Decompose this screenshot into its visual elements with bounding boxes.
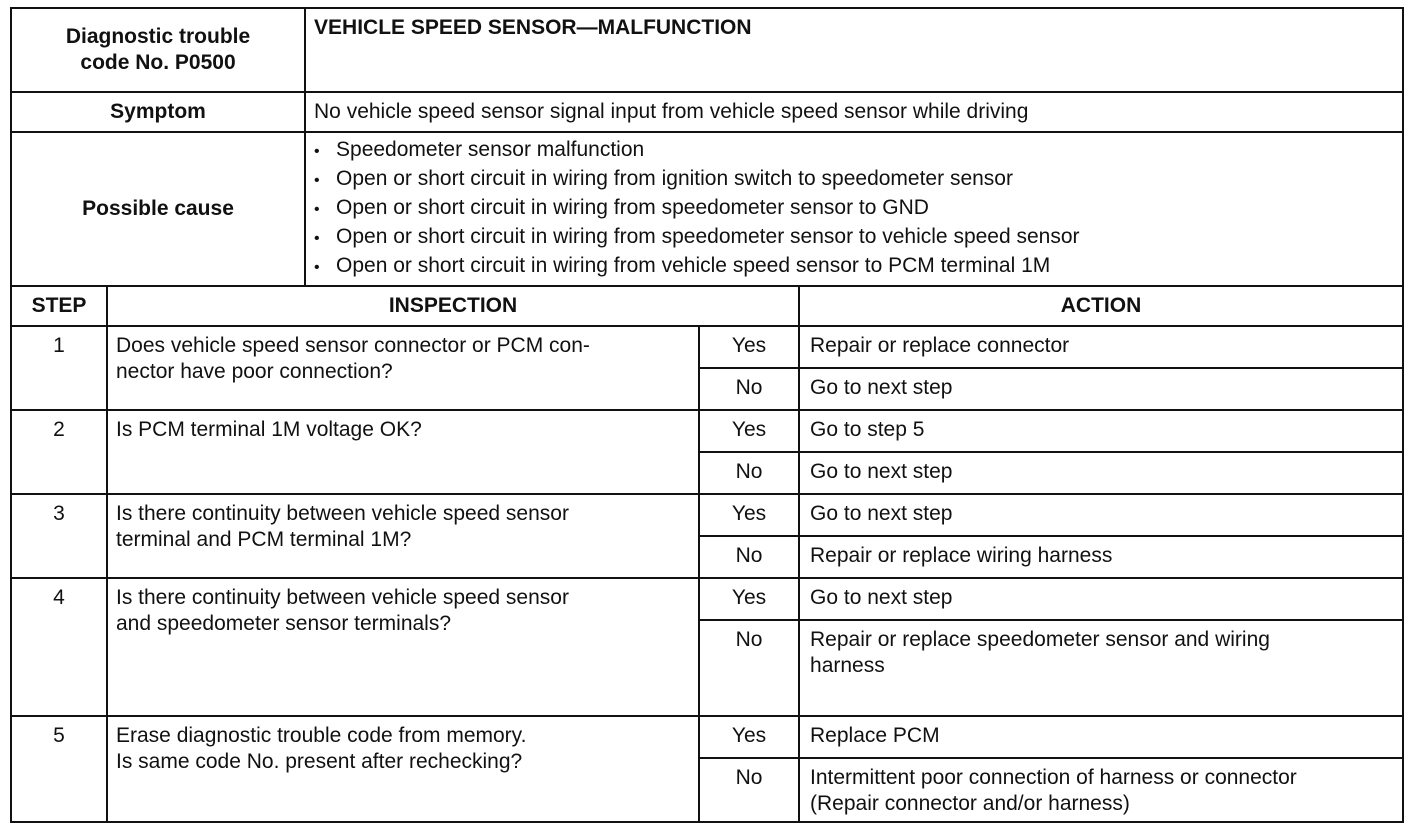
action-line: Repair or replace speedometer sensor and wiring: [810, 628, 1270, 651]
inspection-line: Does vehicle speed sensor connector or PCM con-: [116, 334, 590, 357]
yes-label: Yes: [699, 326, 799, 368]
column-header-row: [11, 286, 1403, 326]
no-label: No: [699, 620, 799, 716]
cause-item: • Open or short circuit in wiring from speedometer sensor to vehicle speed sensor: [314, 223, 1394, 252]
step-row-yes: [11, 410, 1403, 452]
step-number: 2: [11, 410, 107, 494]
cause-item: • Open or short circuit in wiring from vehicle speed sensor to PCM terminal 1M: [314, 252, 1394, 281]
no-action: [799, 368, 1403, 410]
yes-action: [799, 410, 1403, 452]
inspection-text: [107, 716, 699, 822]
action-line: Replace PCM: [810, 724, 940, 747]
symptom-label: Symptom: [11, 92, 305, 132]
step-row-yes: [11, 326, 1403, 368]
inspection-line: terminal and PCM terminal 1M?: [116, 528, 412, 551]
no-label: No: [699, 536, 799, 578]
code-label-line1: Diagnostic trouble: [65, 25, 251, 48]
action-line: Go to next step: [810, 586, 953, 609]
action-line: Go to next step: [810, 376, 953, 399]
inspection-line: and speedometer sensor terminals?: [116, 612, 452, 635]
step-number: 5: [11, 716, 107, 822]
yes-label: Yes: [699, 410, 799, 452]
yes-label: Yes: [699, 716, 799, 758]
cause-item: • Open or short circuit in wiring from ignition switch to speedometer sensor: [314, 165, 1394, 194]
step-row-yes: [11, 716, 1403, 758]
possible-cause-row: [11, 132, 1403, 286]
inspection-column-header: INSPECTION: [107, 286, 799, 326]
no-action: [799, 452, 1403, 494]
diagnostic-sheet: [10, 7, 1402, 819]
step-row-yes: [11, 494, 1403, 536]
step-number: 4: [11, 578, 107, 716]
possible-cause-label: Possible cause: [11, 132, 305, 286]
yes-action: [799, 716, 1403, 758]
inspection-line: Is there continuity between vehicle speed sensor: [116, 502, 569, 525]
action-line: (Repair connector and/or harness): [810, 792, 1130, 815]
action-line: harness: [810, 654, 885, 677]
page-title: VEHICLE SPEED SENSOR—MALFUNCTION: [305, 8, 1403, 92]
no-label: No: [699, 758, 799, 822]
code-label-cell: [11, 8, 305, 92]
yes-label: Yes: [699, 578, 799, 620]
symptom-text: No vehicle speed sensor signal input from vehicle speed sensor while driving: [305, 92, 1403, 132]
no-action: [799, 758, 1403, 822]
step-number: 1: [11, 326, 107, 410]
inspection-line: Is PCM terminal 1M voltage OK?: [116, 418, 422, 441]
no-action: [799, 620, 1403, 716]
inspection-line: Erase diagnostic trouble code from memory.: [116, 724, 527, 747]
possible-cause-list: [306, 133, 1402, 285]
inspection-text: [107, 326, 699, 410]
cause-item: • Open or short circuit in wiring from speedometer sensor to GND: [314, 194, 1394, 223]
step-row-yes: [11, 578, 1403, 620]
action-line: Repair or replace wiring harness: [810, 544, 1113, 567]
code-label-line2: code No. P0500: [80, 51, 236, 74]
inspection-text: [107, 410, 699, 494]
yes-action: [799, 326, 1403, 368]
header-row: [11, 8, 1403, 92]
inspection-line: Is there continuity between vehicle speed sensor: [116, 586, 569, 609]
no-label: No: [699, 368, 799, 410]
step-column-header: STEP: [11, 286, 107, 326]
inspection-line: Is same code No. present after rechecking?: [116, 750, 523, 773]
action-line: Intermittent poor connection of harness or connector: [810, 766, 1297, 789]
diagnostic-table: [10, 7, 1404, 823]
action-line: Go to step 5: [810, 418, 925, 441]
no-label: No: [699, 452, 799, 494]
action-column-header: ACTION: [799, 286, 1403, 326]
symptom-row: [11, 92, 1403, 132]
yes-action: [799, 494, 1403, 536]
yes-action: [799, 578, 1403, 620]
action-line: Repair or replace connector: [810, 334, 1070, 357]
step-number: 3: [11, 494, 107, 578]
inspection-line: nector have poor connection?: [116, 360, 393, 383]
inspection-text: [107, 494, 699, 578]
no-action: [799, 536, 1403, 578]
action-line: Go to next step: [810, 502, 953, 525]
yes-label: Yes: [699, 494, 799, 536]
inspection-text: [107, 578, 699, 716]
cause-item: • Speedometer sensor malfunction: [314, 136, 1394, 165]
possible-cause-list-cell: [305, 132, 1403, 286]
action-line: Go to next step: [810, 460, 953, 483]
